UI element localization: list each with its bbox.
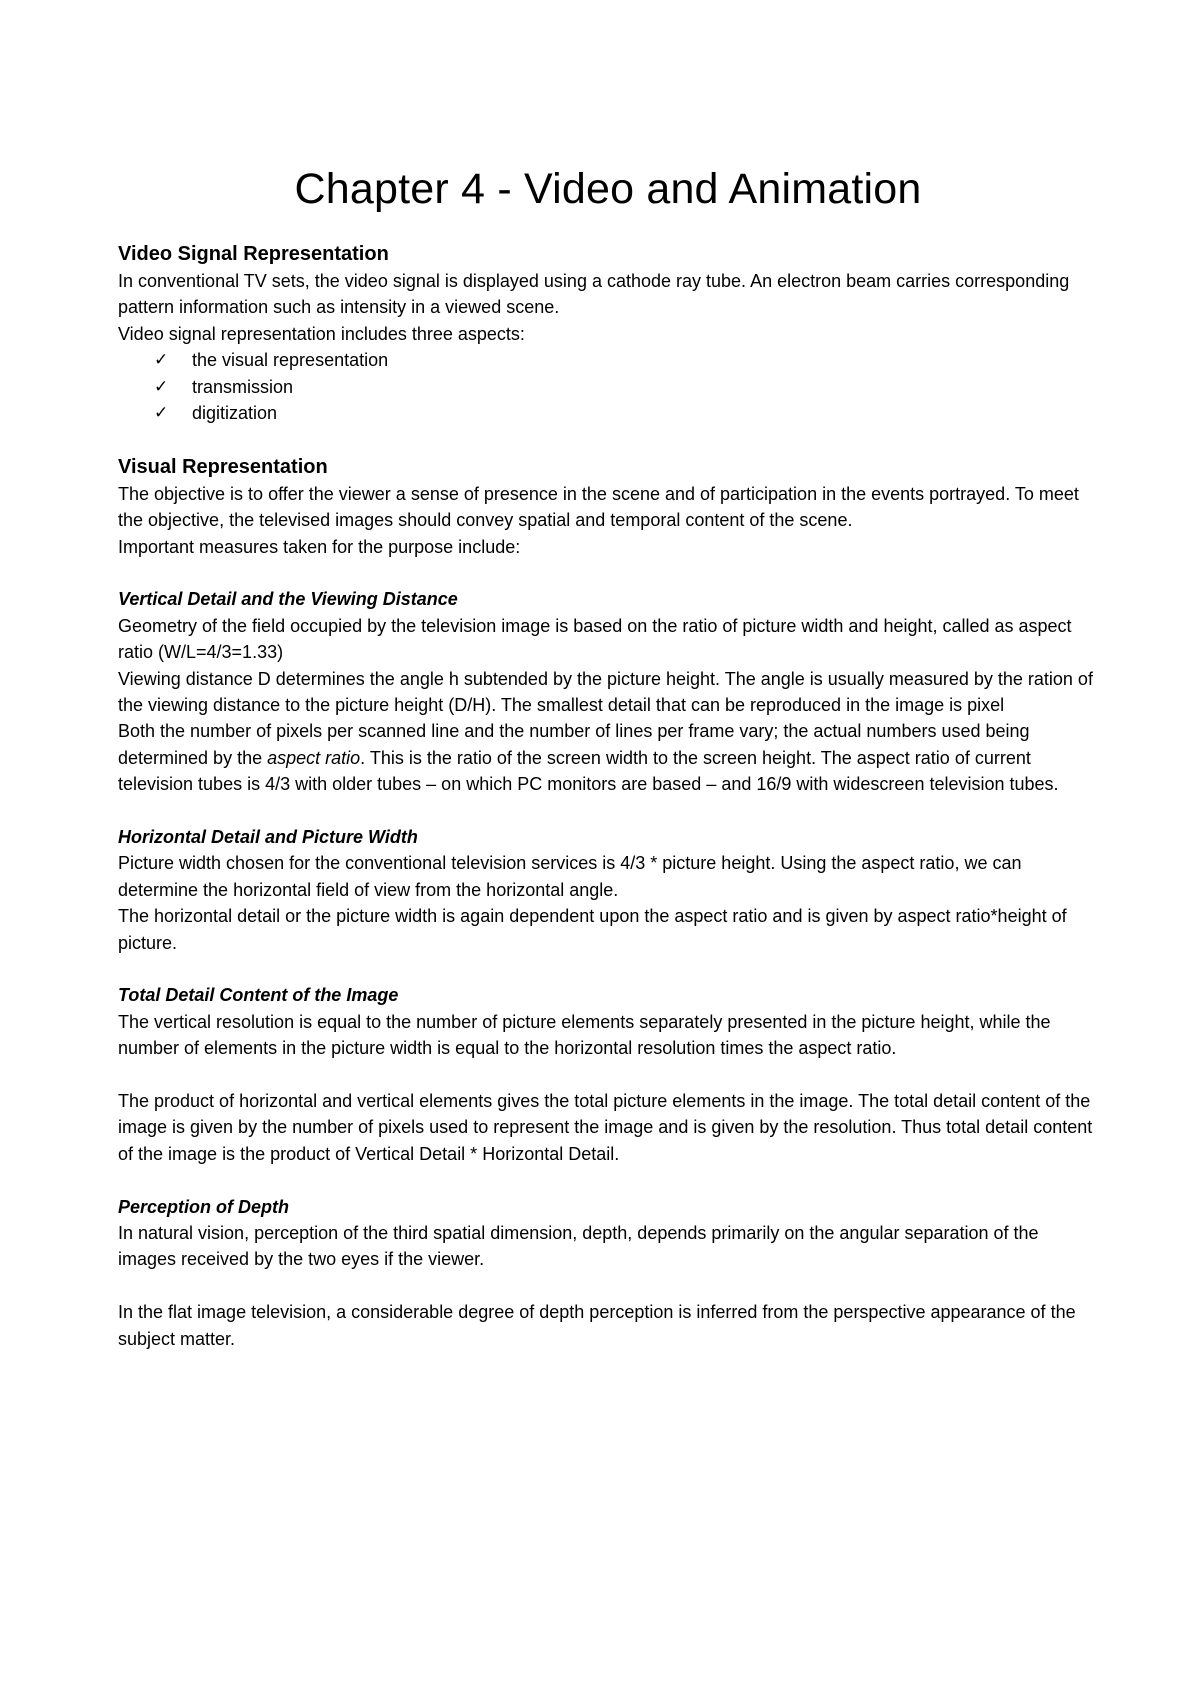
paragraph: The horizontal detail or the picture width is again dependent upon the aspect ratio and is given by aspect ratio*height of picture. [118, 906, 1067, 953]
page-title: Chapter 4 - Video and Animation [294, 165, 922, 213]
spacer [118, 956, 1098, 982]
subsection-heading: Perception of Depth [118, 1196, 290, 1217]
list-item-label: digitization [192, 403, 278, 423]
section-total-detail [118, 982, 1098, 1167]
paragraph [118, 718, 1098, 797]
subsection-heading: Horizontal Detail and Picture Width [118, 827, 418, 848]
spacer [118, 1167, 1098, 1193]
checkmark-icon: ✓ [154, 376, 169, 397]
emphasis-text: aspect ratio [267, 747, 361, 768]
paragraph: Viewing distance D determines the angle h subtended by the picture height. The angle is usually measured by the ration of the viewing distance to the picture height (D/H). The smallest detail that can be reproduced in the image is pixel [118, 668, 1093, 716]
spacer [118, 798, 1098, 824]
aspects-checklist [118, 347, 1098, 426]
checkmark-icon: ✓ [154, 350, 169, 371]
spacer [118, 560, 1098, 586]
list-item-label: transmission [192, 376, 294, 397]
paragraph: Picture width chosen for the conventional television services is 4/3 * picture height. Using the aspect ratio, we can determine the horizontal field of view from the horizontal angle. [118, 853, 1022, 900]
paragraph: In natural vision, perception of the third spatial dimension, depth, depends primarily on the angular separation of the images received by the two eyes if the viewer. [118, 1223, 1039, 1270]
paragraph: Geometry of the field occupied by the television image is based on the ratio of picture width and height, called as aspect ratio (W/L=4/3=1.33) [118, 615, 1072, 663]
document-body [118, 162, 1098, 1352]
spacer [118, 1273, 1098, 1299]
list-item [154, 374, 1098, 400]
subsection-heading: Vertical Detail and the Viewing Distance [118, 589, 458, 610]
list-item-label: the visual representation [192, 350, 389, 371]
paragraph: In the flat image television, a considerable degree of depth perception is inferred from the perspective appearance of the subject matter. [118, 1302, 1076, 1349]
section-heading: Video Signal Representation [118, 243, 389, 265]
paragraph: The product of horizontal and vertical elements gives the total picture elements in the image. The total detail content of the image is given by the number of pixels used to represent the image and is given by the resolution. Thus total detail content of the image is the product of Vertical Detail * Horizontal Detail. [118, 1091, 1093, 1164]
paragraph: The vertical resolution is equal to the number of picture elements separately presented in the picture height, while the number of elements in the picture width is equal to the horizontal resolution times the aspect ratio. [118, 1011, 1051, 1059]
checkmark-icon: ✓ [154, 403, 169, 423]
list-item [154, 400, 1098, 426]
spacer [118, 1062, 1098, 1088]
section-visual-representation [118, 453, 1098, 560]
paragraph: In conventional TV sets, the video signal is displayed using a cathode ray tube. An electron beam carries corresponding pattern information such as intensity in a viewed scene. [118, 271, 1070, 318]
section-depth [118, 1194, 1098, 1352]
subsection-heading: Total Detail Content of the Image [118, 985, 399, 1006]
list-item [154, 347, 1098, 373]
paragraph: Video signal representation includes three aspects: [118, 323, 525, 344]
text-run: . This is the ratio of the screen width to the screen height. The aspect ratio of current television tubes is 4/3 with older tubes – on which PC monitors are based – and 16/9 with widescreen television tubes. [118, 747, 1059, 795]
paragraph: Important measures taken for the purpose include: [118, 536, 521, 557]
section-video-signal [118, 240, 1098, 426]
section-vertical-detail [118, 586, 1098, 797]
spacer [118, 426, 1098, 452]
section-heading: Visual Representation [118, 455, 328, 478]
section-horizontal-detail [118, 824, 1098, 956]
paragraph: The objective is to offer the viewer a sense of presence in the scene and of participation in the events portrayed. To meet the objective, the televised images should convey spatial and temporal content of the scene. [118, 483, 1079, 531]
text-run: Both the number of pixels per scanned line and the number of lines per frame vary; the actual numbers used being determined by the [118, 721, 1030, 768]
